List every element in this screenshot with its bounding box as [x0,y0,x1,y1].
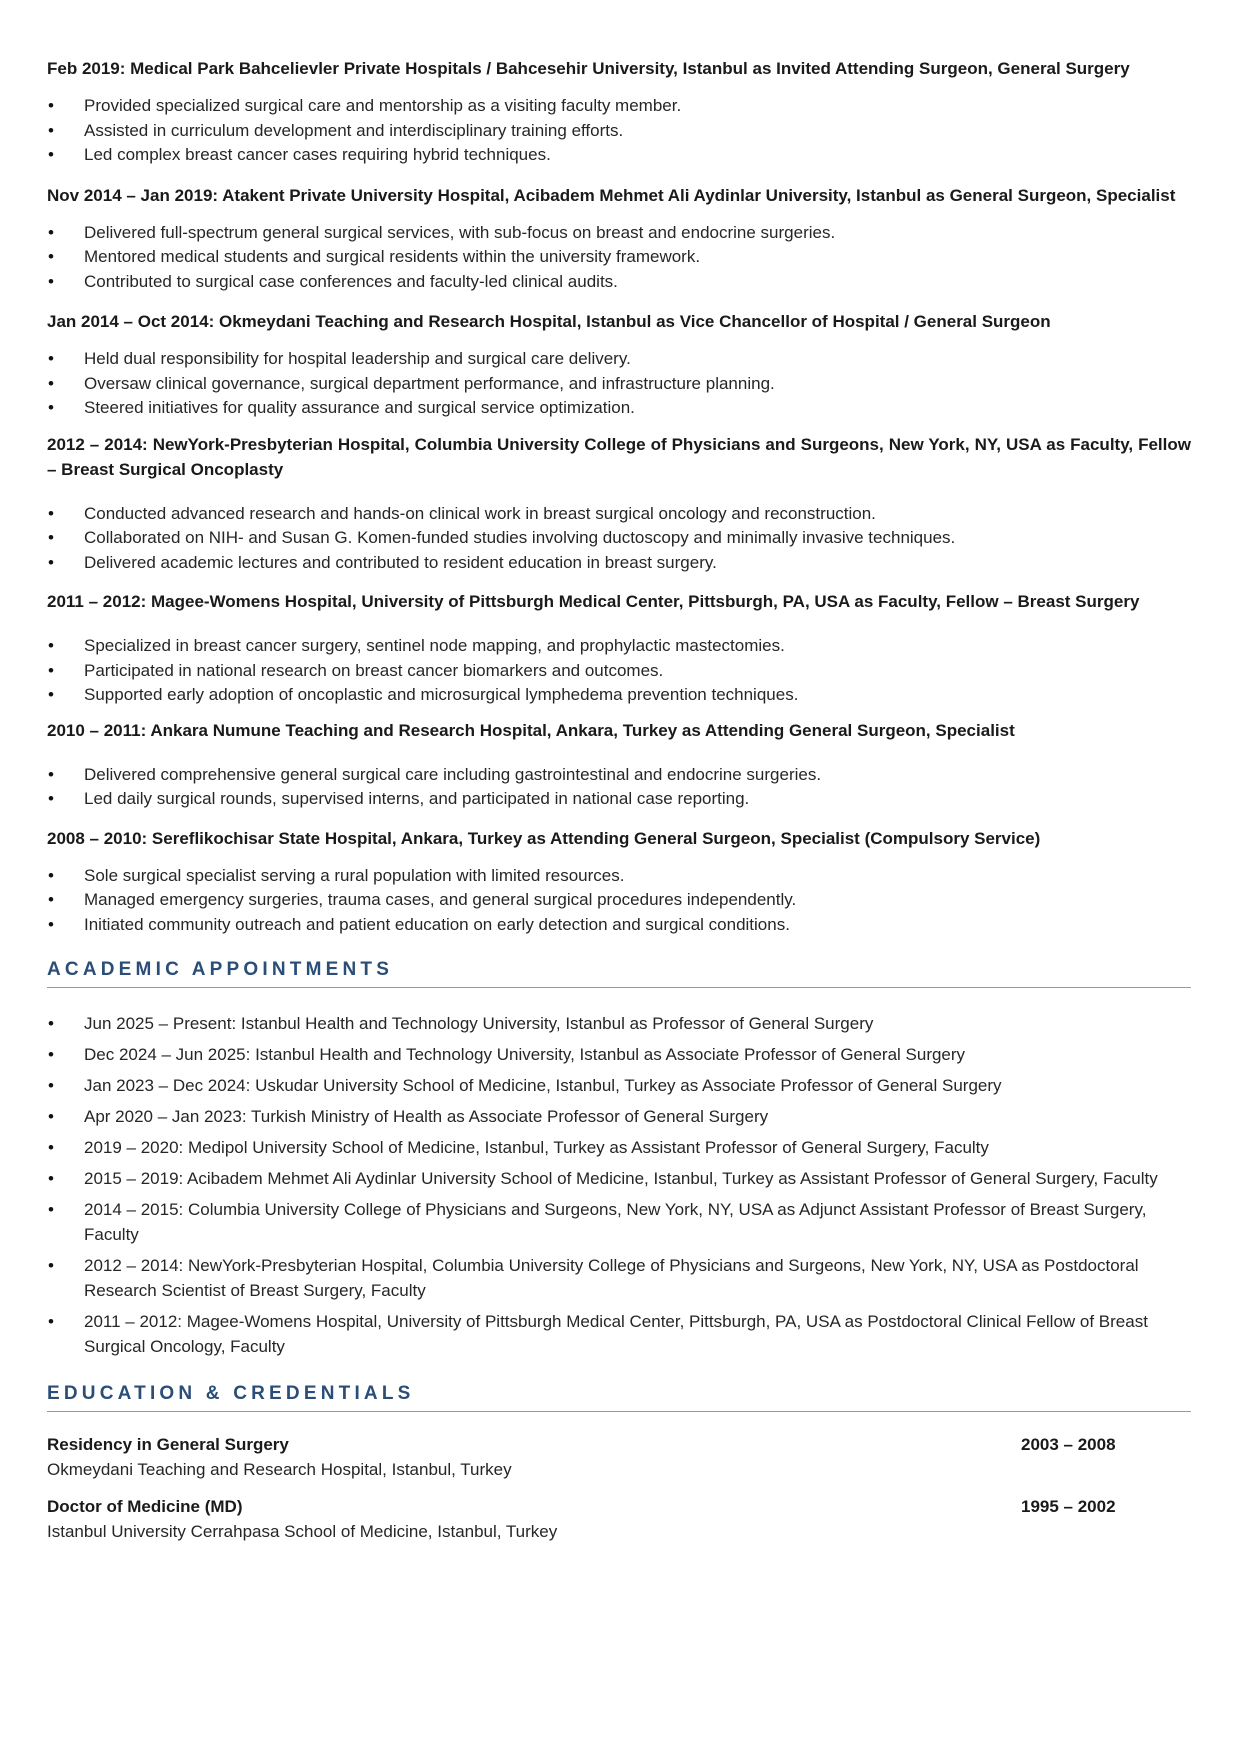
experience-bullets [47,94,1191,168]
academic-item: • Jan 2023 – Dec 2024: Uskudar University School of Medicine, Istanbul, Turkey as Associate Professor of General Surgery [47,1073,1191,1098]
education-entry [47,1494,1191,1544]
bullet-item: • Participated in national research on breast cancer biomarkers and outcomes. [47,659,1191,684]
bullet-item: • Oversaw clinical governance, surgical department performance, and infrastructure planning. [47,372,1191,397]
experience-bullets [47,502,1191,576]
bullet-item: • Managed emergency surgeries, trauma cases, and general surgical procedures independently. [47,888,1191,913]
academic-item: • Jun 2025 – Present: Istanbul Health and Technology University, Istanbul as Professor of General Surgery [47,1011,1191,1036]
academic-item: • 2019 – 2020: Medipol University School of Medicine, Istanbul, Turkey as Assistant Professor of General Surgery, Faculty [47,1135,1191,1160]
experience-entry [47,56,1191,168]
experience-heading: Jan 2014 – Oct 2014: Okmeydani Teaching and Research Hospital, Istanbul as Vice Chancellor of Hospital / General Surgeon [47,312,1051,331]
experience-bullets [47,347,1191,421]
experience-entry [47,432,1191,576]
bullet-item: • Steered initiatives for quality assurance and surgical service optimization. [47,396,1191,421]
bullet-item: • Specialized in breast cancer surgery, sentinel node mapping, and prophylactic mastectomies. [47,634,1191,659]
education-years: 2003 – 2008 [1021,1435,1116,1454]
bullet-item: • Mentored medical students and surgical residents within the university framework. [47,245,1191,270]
academic-item: • Apr 2020 – Jan 2023: Turkish Ministry of Health as Associate Professor of General Surgery [47,1104,1191,1129]
academic-item: • 2012 – 2014: NewYork-Presbyterian Hospital, Columbia University College of Physicians and Surgeons, New York, NY, USA as Postdoctoral Research Scientist of Breast Surgery, Faculty [47,1253,1191,1303]
education-institution: Istanbul University Cerrahpasa School of Medicine, Istanbul, Turkey [47,1522,558,1541]
experience-heading: 2012 – 2014: NewYork-Presbyterian Hospital, Columbia University College of Physicians and Surgeons, New York, NY, USA as Faculty, Fellow – Breast Surgical Oncoplasty [47,434,1191,479]
experience-entry [47,183,1191,295]
education-years: 1995 – 2002 [1021,1497,1116,1516]
academic-section [47,959,1191,1359]
bullet-item: • Supported early adoption of oncoplastic and microsurgical lymphedema prevention techniques. [47,683,1191,708]
experience-entry [47,826,1191,938]
bullet-item: • Provided specialized surgical care and mentorship as a visiting faculty member. [47,94,1191,119]
experience-heading: Feb 2019: Medical Park Bahcelievler Private Hospitals / Bahcesehir University, Istanbul as Invited Attending Surgeon, General Surgery [47,59,1130,78]
experience-bullets [47,221,1191,295]
bullet-item: • Conducted advanced research and hands-on clinical work in breast surgical oncology and reconstruction. [47,502,1191,527]
academic-list [47,1011,1191,1359]
experience-entry [47,589,1191,708]
bullet-item: • Led complex breast cancer cases requiring hybrid techniques. [47,143,1191,168]
bullet-item: • Sole surgical specialist serving a rural population with limited resources. [47,864,1191,889]
bullet-item: • Delivered full-spectrum general surgical services, with sub-focus on breast and endocrine surgeries. [47,221,1191,246]
bullet-item: • Delivered comprehensive general surgical care including gastrointestinal and endocrine surgeries. [47,763,1191,788]
resume-page [47,56,1191,1544]
academic-item: • 2011 – 2012: Magee-Womens Hospital, University of Pittsburgh Medical Center, Pittsburgh, PA, USA as Postdoctoral Clinical Fellow of Breast Surgical Oncology, Faculty [47,1309,1191,1359]
academic-item: • 2015 – 2019: Acibadem Mehmet Ali Aydinlar University School of Medicine, Istanbul, Turkey as Assistant Professor of General Surgery, Faculty [47,1166,1191,1191]
education-degree: Residency in General Surgery [47,1435,289,1454]
bullet-item: • Contributed to surgical case conferences and faculty-led clinical audits. [47,270,1191,295]
bullet-item: • Initiated community outreach and patient education on early detection and surgical conditions. [47,913,1191,938]
bullet-item: • Held dual responsibility for hospital leadership and surgical care delivery. [47,347,1191,372]
education-institution: Okmeydani Teaching and Research Hospital, Istanbul, Turkey [47,1460,512,1479]
bullet-item: • Led daily surgical rounds, supervised interns, and participated in national case reporting. [47,787,1191,812]
section-title-academic: ACADEMIC APPOINTMENTS [47,959,1191,988]
experience-entry [47,718,1191,812]
experience-bullets [47,763,1191,812]
bullet-item: • Delivered academic lectures and contributed to resident education in breast surgery. [47,551,1191,576]
experience-heading: 2011 – 2012: Magee-Womens Hospital, University of Pittsburgh Medical Center, Pittsburgh, PA, USA as Faculty, Fellow – Breast Surgery [47,592,1140,611]
experience-bullets [47,864,1191,938]
bullet-item: • Collaborated on NIH- and Susan G. Komen-funded studies involving ductoscopy and minimally invasive techniques. [47,526,1191,551]
experience-heading: Nov 2014 – Jan 2019: Atakent Private University Hospital, Acibadem Mehmet Ali Aydinlar University, Istanbul as General Surgeon, Specialist [47,185,1176,205]
education-degree: Doctor of Medicine (MD) [47,1497,243,1516]
education-entry [47,1432,1191,1482]
experience-entry [47,309,1191,421]
academic-item: • Dec 2024 – Jun 2025: Istanbul Health and Technology University, Istanbul as Associate Professor of General Surgery [47,1042,1191,1067]
experience-heading: 2008 – 2010: Sereflikochisar State Hospital, Ankara, Turkey as Attending General Surgeon, Specialist (Compulsory Service) [47,828,1041,848]
experience-heading: 2010 – 2011: Ankara Numune Teaching and Research Hospital, Ankara, Turkey as Attending General Surgeon, Specialist [47,720,1015,740]
education-section [47,1383,1191,1544]
bullet-item: • Assisted in curriculum development and interdisciplinary training efforts. [47,119,1191,144]
experience-bullets [47,634,1191,708]
academic-item: • 2014 – 2015: Columbia University College of Physicians and Surgeons, New York, NY, USA as Adjunct Assistant Professor of Breast Surgery, Faculty [47,1197,1191,1247]
section-title-education: EDUCATION & CREDENTIALS [47,1383,1191,1412]
